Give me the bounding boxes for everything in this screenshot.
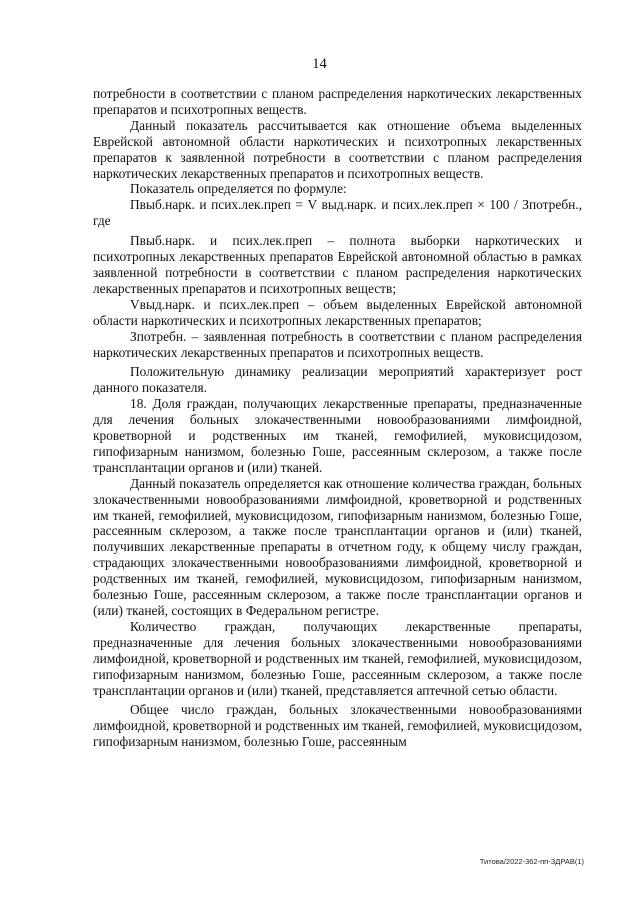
paragraph: потребности в соответствии с планом распределения наркотических лекарственных препаратов и психотропных веществ. <box>93 86 582 117</box>
paragraph: Количество граждан, получающих лекарственные препараты, предназначенные для лечения больных злокачественными новообразованиями лимфоидной, кроветворной и родственных им тканей, гемофилией, муковисцидозом, гипофизарным нанизмом, болезнью Гоше, рассеянным склерозом, а также после трансплантации органов и (или) тканей, представляется аптечной сетью области. <box>93 618 582 698</box>
section-heading-paragraph: 18. Доля граждан, получающих лекарственные препараты, предназначенные для лечения больных злокачественными новообразованиями лимфоидной, кроветворной и родственных им тканей, гемофилией, муковисцидозом, гипофизарным нанизмом, болезнью Гоше, рассеянным склерозом, а также после трансплантации органов и (или) тканей. <box>93 396 582 475</box>
paragraph: Vвыд.нарк. и псих.лек.преп – объем выделенных Еврейской автономной области наркотических и психотропных лекарственных препаратов; <box>93 296 582 328</box>
paragraph: Данный показатель рассчитывается как отношение объема выделенных Еврейской автономной области наркотических и психотропных лекарственных препаратов к заявленной потребности в соответствии с планом распределения наркотических лекарственных препаратов и психотропных веществ. <box>93 117 582 181</box>
paragraph: Общее число граждан, больных злокачественными новообразованиями лимфоидной, кроветворной и родственных им тканей, гемофилией, муковисцидозом, гипофизарным нанизмом, болезнью Гоше, рассеянным <box>93 702 582 750</box>
document-footer-code: Титова/2022-362-пп-ЗДРАВ(1) <box>479 857 584 866</box>
page-number: 14 <box>312 56 327 72</box>
paragraph: Зпотребн. – заявленная потребность в соответствии с планом распределения наркотических лекарственных препаратов и психотропных веществ. <box>93 328 582 360</box>
paragraph: Данный показатель определяется как отношение количества граждан, больных злокачественными новообразованиями лимфоидной, кроветворной и родственных им тканей, гемофилией, муковисцидозом, гипофизарным нанизмом, болезнью Гоше, рассеянным склерозом, а также после трансплантации органов и (или) тканей, получивших лекарственные препараты в отчетном году, к общему числу граждан, страдающих злокачественными новообразованиями лимфоидной, кроветворной и родственных им тканей, гемофилией, муковисцидозом, гипофизарным нанизмом, болезнью Гоше, рассеянным склерозом, а также после трансплантации органов и (или) тканей, состоящих в Федеральном регистре. <box>93 475 582 618</box>
paragraph: Показатель определяется по формуле: <box>130 181 347 197</box>
paragraph: Пвыб.нарк. и псих.лек.преп – полнота выборки наркотических и психотропных лекарственных препаратов Еврейской автономной областью в рамках заявленной потребности в соответствии с планом распределения наркотических лекарственных препаратов и психотропных веществ; <box>93 233 582 296</box>
paragraph: Положительную динамику реализации мероприятий характеризует рост данного показателя. <box>93 364 582 396</box>
formula-paragraph: Пвыб.нарк. и псих.лек.преп = V выд.нарк. и псих.лек.преп × 100 / Зпотребн., где <box>93 197 582 229</box>
document-body <box>93 86 582 750</box>
